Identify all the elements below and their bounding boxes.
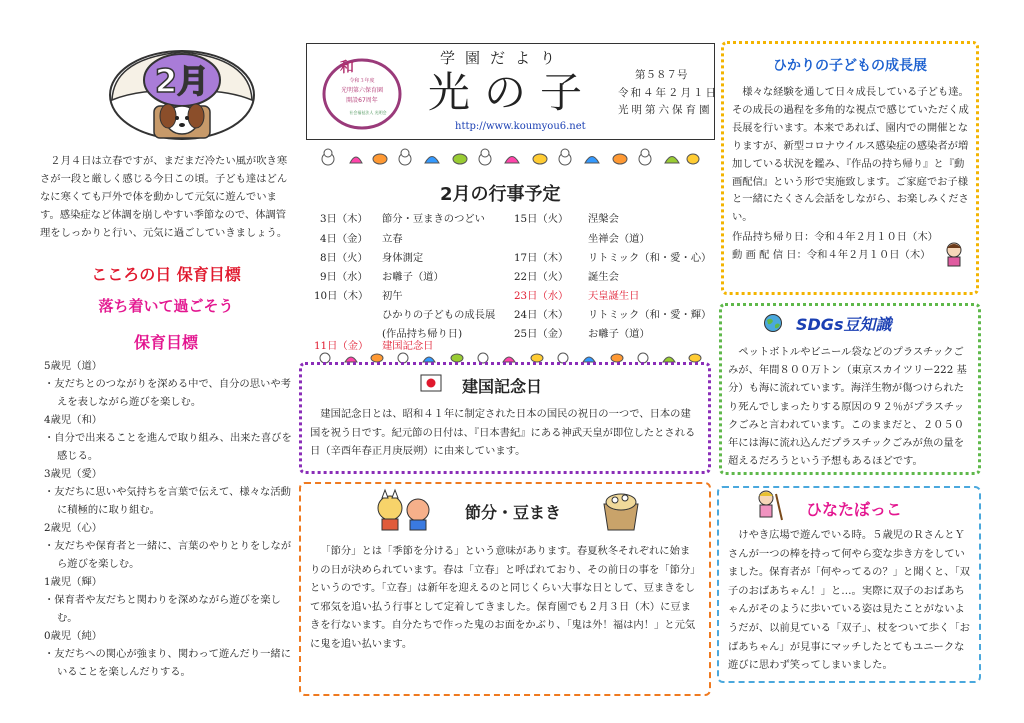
schedule-event: 誕生会 (588, 271, 619, 283)
schedule-date: 10日（木） (314, 290, 369, 302)
sdgs-text: ペットボトルやビニール袋などのプラスチックごみが、年間８００万トン（東京スカイツリー222 基分）も海に流れています。海洋生物が傷つけられたり死んでしまったりする原因の９２％がプラスチックごみと言われています。このままだと、２０５０年には海に流れ込んだプラスチックごみが魚の量を超えるだろうという予想もあるほどです。 (728, 346, 967, 468)
schedule-event: 立春 (382, 233, 403, 245)
national-foundation-day-heading: 建国記念日 (462, 377, 543, 396)
newsletter-title: 光の子 (428, 68, 597, 117)
setsubun-text: 「節分」とは「季節を分ける」という意味があります。春夏秋冬それぞれに始まりの日が決められています。春は「立春」と呼ばれており、その前日の事を「節分」というのです。「立春」は新年を迎えるのと同じくらい大事な日として、豆まきをして邪気を追い払う行事として定着してきました。保育園でも２月３日（木）に豆まきを行ないます。自分たちで作った鬼のお面をかぶり、「鬼は外！福は内！」と元気に鬼を追い払います。 (310, 545, 696, 650)
issue-number: 第５８７号 (635, 69, 688, 81)
take-home-date: 作品持ち帰り日：令和４年２月１０日（木） (732, 231, 938, 243)
february-badge-illustration (102, 40, 262, 145)
schedule-date: 23日（水） (514, 290, 569, 302)
schedule-event: 涅槃会 (588, 213, 619, 225)
childcare-goals-heading: 保育目標 (133, 333, 198, 352)
schedule-event: 天皇誕生日 (588, 290, 640, 302)
newsletter-subtitle: 学園だより (440, 49, 566, 67)
setsubun-heading: 節分・豆まき (465, 503, 562, 522)
goal-text: ・友だちへの関心が強まり、関わって遊んだり一緒にいることを楽しんだりする。 (44, 648, 292, 678)
anniversary-seal (318, 52, 406, 132)
goal-age: 1歳児（輝） (44, 576, 103, 588)
national-foundation-day-text: 建国記念日とは、昭和４１年に制定された日本の国民の祝日の一つで、日本の建国を祝う日です。紀元節の日付は、『日本書紀』にある神武天皇が即位したとされる日（辛酉年春正月庚辰朔）に由来しています。 (310, 408, 696, 457)
schedule-date: 15日（火） (514, 213, 569, 225)
schedule-date: 17日（木） (514, 252, 569, 264)
child-drawing-icon (940, 240, 968, 268)
schedule-event: お囃子（道） (588, 328, 650, 340)
schedule-event: 身体測定 (382, 252, 424, 264)
video-date: 動 画 配 信 日：令和４年２月１０日（木） (732, 249, 931, 261)
hinatabokko-text: けやき広場で遊んでいる時。５歳児のＲさんとＹさんが一つの棒を持って何やら変な歩き方をしていました。保育者が「何やってるの？」と聞くと、「双子のおばあちゃん！」と…。実際に双子のおばあちゃんがそのように歩いている姿は見たことがないようだが、以前見ている「双子」、杖をついて歩く「おばあちゃん」が見事にマッチしたとてもユニークな遊びに思わず笑ってしまいました。 (728, 529, 970, 672)
schedule-event: 初午 (382, 290, 403, 302)
goal-text: ・友だちや保育者と一緒に、言葉のやりとりをしながら遊びを楽しむ。 (44, 540, 292, 570)
schedule-event: ひかりの子どもの成長展 (382, 309, 496, 321)
badge-month-text: 2月 (154, 62, 210, 100)
kokoro-goal-heading: こころの日 保育目標 (91, 265, 241, 284)
school-name: 光明第六保育園 (618, 104, 713, 116)
schedule-event: お囃子（道） (382, 271, 444, 283)
seal-line3: 開設67周年 (346, 97, 378, 104)
schedule-event: 建国記念日 (382, 340, 434, 352)
oni-children-illustration (372, 488, 436, 532)
goal-age: 5歳児（道） (44, 360, 103, 372)
schedule-date: 8日（火） (320, 252, 368, 264)
winter-decoration-border-top (320, 147, 700, 167)
schedule-event: 坐禅会（道） (588, 233, 650, 245)
schedule-date: 25日（金） (514, 328, 569, 340)
globe-icon (762, 313, 784, 333)
schedule-event: リトミック（和・愛・輝） (588, 309, 712, 321)
goal-text: ・保育者や友だちと関わりを深めながら遊びを楽しむ。 (44, 594, 281, 624)
goal-age: 3歳児（愛） (44, 468, 103, 480)
childcare-goals-list (44, 357, 292, 681)
growth-exhibition-heading: ひかりの子どもの成長展 (773, 58, 927, 74)
intro-paragraph: ２月４日は立春ですが、まだまだ冷たい風が吹き寒さが一段と厳しく感じる今日この頃。子ども達はどんなに寒くても戸外で体を動かして元気に遊んでいます。感染症など体調を崩しやすい季節なので、体調管理をしっかりと行い、元気に過ごしていきましょう。 (40, 155, 288, 239)
schedule-event: リトミック（和・愛・心） (588, 252, 712, 264)
schedule-event: (作品持ち帰り日) (382, 328, 463, 340)
goal-age: 0歳児（純） (44, 630, 103, 642)
goal-text: ・自分で出来ることを進んで取り組み、出来た喜びを感じる。 (44, 432, 292, 462)
issue-date: 令和４年２月１日 (618, 87, 718, 99)
schedule-date: 24日（木） (514, 309, 569, 321)
hinatabokko-heading: ひなたぼっこ (806, 500, 903, 519)
schedule-date: 22日（火） (514, 271, 569, 283)
seal-line1: 令和３年度 (349, 78, 375, 84)
japan-flag-icon (420, 374, 442, 392)
schedule-event: 節分・豆まきのつどい (382, 213, 485, 225)
schedule-date: 4日（金） (320, 233, 368, 245)
seal-char: 和 (340, 60, 354, 76)
website-link[interactable]: http://www.koumyou6.net (455, 121, 586, 132)
goal-age: 2歳児（心） (44, 522, 103, 534)
goal-age: 4歳児（和） (44, 414, 103, 426)
schedule-date: 3日（木） (320, 213, 368, 225)
child-with-stick-icon (752, 488, 788, 522)
bean-box-illustration (598, 486, 644, 534)
seal-line4: 社会福祉法人 光明会 (349, 110, 387, 115)
seal-line2: 光明第六保育園 (340, 87, 384, 94)
goal-text: ・友だちとのつながりを深める中で、自分の思いや考えを表しながら遊びを楽しむ。 (44, 378, 291, 408)
kokoro-goal-subheading: 落ち着いて過ごそう (98, 297, 234, 315)
sdgs-heading: SDGs豆知識 (796, 315, 892, 334)
goal-text: ・友だちに思いや気持ちを言葉で伝えて、様々な活動に積極的に取り組む。 (44, 486, 291, 516)
schedule-date: 11日（金） (314, 340, 369, 352)
growth-exhibition-text: 様々な経験を通して日々成長している子ども達。その成長の過程を多角的な視点で感じていただく成長展を行います。本来であれば、園内での開催となりますが、新型コロナウイルス感染症の感染者が増加している状況を鑑み、『作品の持ち帰り』と『動画配信』という形で実施致します。ご家庭でお子様と一緒にたくさん会話をしながら、お楽しみください。 (732, 86, 969, 224)
schedule-date: 9日（水） (320, 271, 368, 283)
schedule-heading: 2月の行事予定 (440, 184, 561, 205)
